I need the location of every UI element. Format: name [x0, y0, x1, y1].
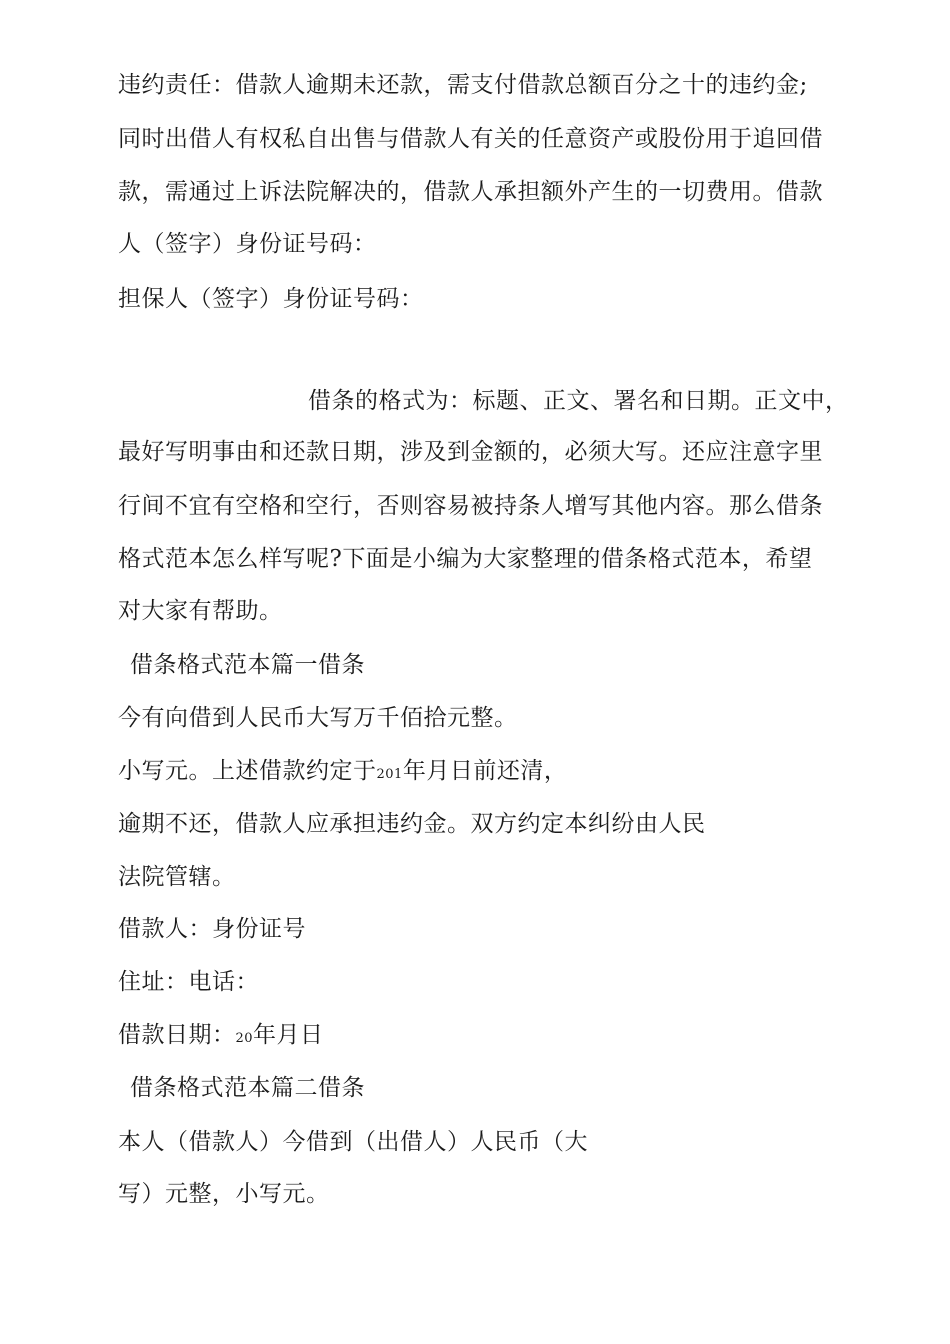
text-line: 今有向借到人民币大写万千佰拾元整。: [118, 705, 518, 731]
text-segment: 借款日期：: [118, 1022, 236, 1048]
text-line: 法院管辖。: [118, 864, 236, 890]
text-line: [118, 1020, 324, 1054]
text-line: 担保人（签字）身份证号码：: [118, 286, 424, 312]
year-number: 20: [235, 1031, 254, 1046]
text-line: 最好写明事由和还款日期，涉及到金额的，必须大写。还应注意字里: [118, 439, 823, 465]
year-number: 201: [376, 767, 403, 782]
text-line: 行间不宜有空格和空行，否则容易被持条人增写其他内容。那么借条: [118, 493, 823, 519]
text-line: 逾期不还，借款人应承担违约金。双方约定本纠纷由人民: [118, 811, 706, 837]
text-line: 本人（借款人）今借到（出借人）人民币（大: [118, 1129, 588, 1155]
text-line: 住址：电话：: [118, 969, 259, 995]
text-line: 对大家有帮助。: [118, 598, 283, 624]
text-segment: 年月日: [253, 1022, 324, 1048]
text-line: 格式范本怎么样写呢?下面是小编为大家整理的借条格式范本，希望: [118, 546, 813, 572]
section-title: 借条格式范本篇一借条: [130, 652, 365, 678]
text-line: [118, 756, 567, 790]
text-line: 写）元整，小写元。: [118, 1181, 330, 1207]
text-segment: 年月日前还清，: [402, 758, 568, 784]
text-segment: 小写元。上述借款约定于: [118, 758, 377, 784]
text-line: 违约责任：借款人逾期未还款，需支付借款总额百分之十的违约金;: [118, 72, 808, 98]
paragraph-first-line: 借条的格式为：标题、正文、署名和日期。正文中，: [308, 388, 849, 414]
text-line: 同时出借人有权私自出售与借款人有关的任意资产或股份用于追回借: [118, 126, 823, 152]
text-line: 人（签字）身份证号码：: [118, 231, 377, 257]
text-line: 款，需通过上诉法院解决的，借款人承担额外产生的一切费用。借款: [118, 179, 823, 205]
section-title: 借条格式范本篇二借条: [130, 1075, 365, 1101]
text-line: 借款人：身份证号: [118, 916, 306, 942]
